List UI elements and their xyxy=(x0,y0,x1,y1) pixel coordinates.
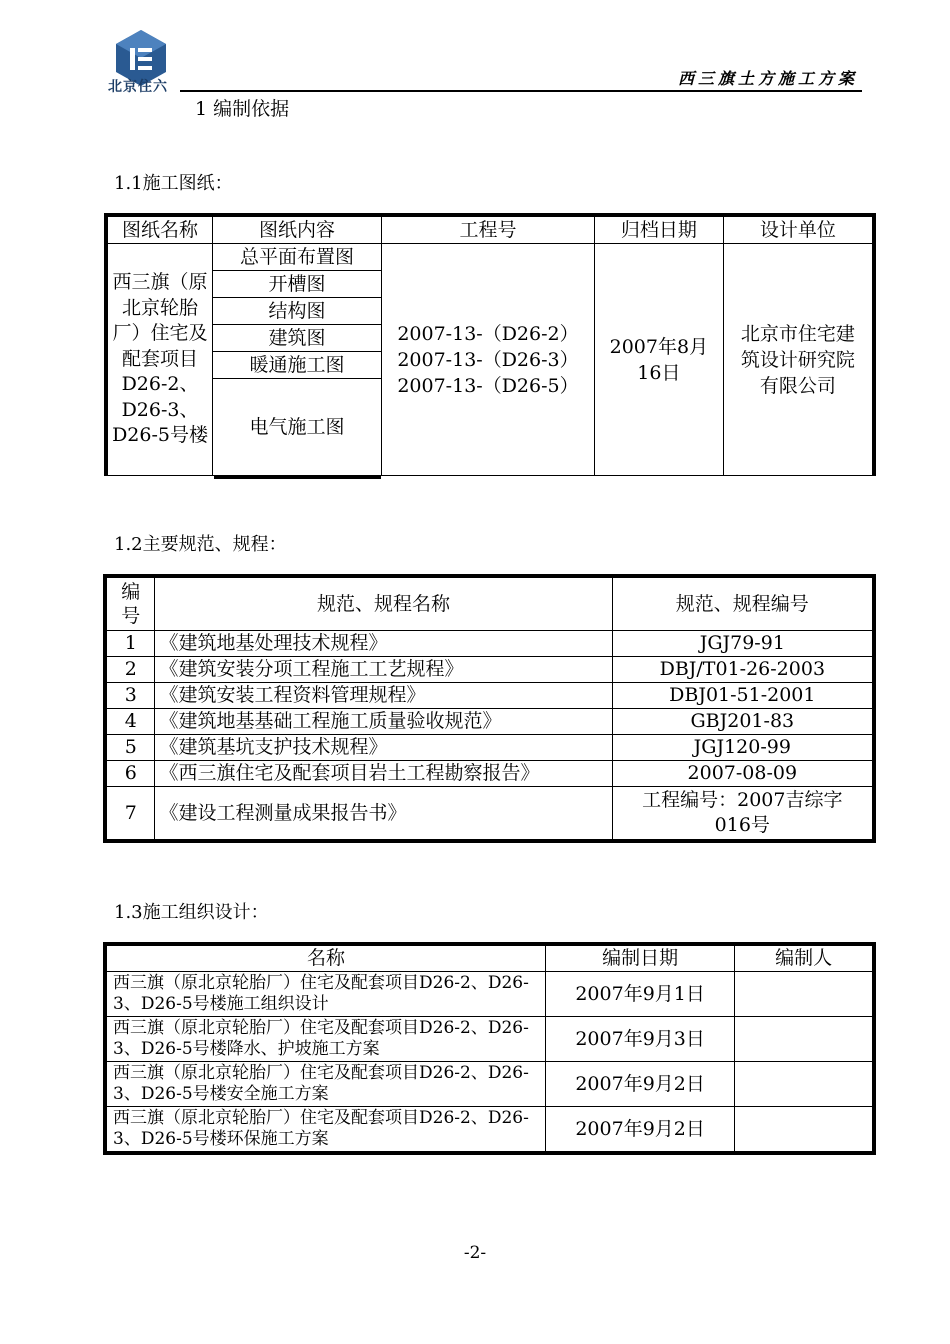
column-header: 编号 xyxy=(105,576,155,631)
drawing-content-cell: 总平面布置图 xyxy=(213,244,382,271)
header-divider xyxy=(180,90,862,92)
drawings-table xyxy=(104,213,876,476)
table-row xyxy=(105,1107,874,1154)
table-row xyxy=(105,631,874,657)
column-header: 工程号 xyxy=(381,215,594,244)
column-header: 图纸名称 xyxy=(106,215,213,244)
plan-name: 西三旗（原北京轮胎厂）住宅及配套项目D26-2、D26-3、D26-5号楼环保施工方案 xyxy=(105,1107,546,1154)
plan-author xyxy=(735,1017,874,1062)
column-header: 设计单位 xyxy=(723,215,874,244)
plan-date: 2007年9月3日 xyxy=(546,1017,735,1062)
table-header-row xyxy=(105,576,874,631)
section-heading: 1 编制依据 xyxy=(195,98,290,120)
page-number: -2- xyxy=(463,1243,487,1263)
plan-date: 2007年9月1日 xyxy=(546,972,735,1017)
table-row xyxy=(105,1017,874,1062)
column-header: 图纸内容 xyxy=(213,215,382,244)
plan-name: 西三旗（原北京轮胎厂）住宅及配套项目D26-2、D26-3、D26-5号楼施工组织设计 xyxy=(105,972,546,1017)
table-row xyxy=(105,1062,874,1107)
standard-code: DBJ01-51-2001 xyxy=(612,683,874,709)
project-number: 2007-13-（D26-5） xyxy=(397,374,579,397)
table-row xyxy=(105,709,874,735)
project-number: 2007-13-（D26-2） xyxy=(397,322,579,345)
plan-name: 西三旗（原北京轮胎厂）住宅及配套项目D26-2、D26-3、D26-5号楼安全施工方案 xyxy=(105,1062,546,1107)
plan-date: 2007年9月2日 xyxy=(546,1107,735,1154)
project-number-cell xyxy=(381,244,594,476)
standard-code: JGJ120-99 xyxy=(612,735,874,761)
project-number: 2007-13-（D26-3） xyxy=(397,348,579,371)
table-row xyxy=(105,787,874,842)
column-header: 归档日期 xyxy=(595,215,724,244)
archive-date-cell: 2007年8月16日 xyxy=(595,244,724,476)
table-row xyxy=(105,972,874,1017)
table-row xyxy=(105,657,874,683)
design-unit-cell: 北京市住宅建筑设计研究院有限公司 xyxy=(723,244,874,476)
standard-code: GBJ201-83 xyxy=(612,709,874,735)
drawing-content-cell: 结构图 xyxy=(213,298,382,325)
standard-name: 《建筑基坑支护技术规程》 xyxy=(155,735,612,761)
logo-text: 北京住六 xyxy=(108,79,168,95)
drawing-content-cell: 开槽图 xyxy=(213,271,382,298)
row-number: 3 xyxy=(105,683,155,709)
table-header-row xyxy=(106,215,874,244)
table-header-row xyxy=(105,944,874,972)
plan-name: 西三旗（原北京轮胎厂）住宅及配套项目D26-2、D26-3、D26-5号楼降水、护坡施工方案 xyxy=(105,1017,546,1062)
document-title: 西三旗土方施工方案 xyxy=(677,69,858,88)
standard-name: 《建筑地基基础工程施工质量验收规范》 xyxy=(155,709,612,735)
plan-date: 2007年9月2日 xyxy=(546,1062,735,1107)
column-header: 名称 xyxy=(105,944,546,972)
row-number: 6 xyxy=(105,761,155,787)
table-row xyxy=(105,683,874,709)
subsection-heading-standards: 1.2主要规范、规程： xyxy=(114,534,287,555)
table-bottom-rule xyxy=(214,475,381,479)
plan-author xyxy=(735,1062,874,1107)
table-row xyxy=(106,244,874,271)
standard-code: 2007-08-09 xyxy=(612,761,874,787)
row-number: 2 xyxy=(105,657,155,683)
plan-author xyxy=(735,1107,874,1154)
table-row xyxy=(105,761,874,787)
standard-name: 《建筑安装分项工程施工工艺规程》 xyxy=(155,657,612,683)
drawing-content-cell: 暖通施工图 xyxy=(213,352,382,379)
project-name-cell: 西三旗（原北京轮胎厂）住宅及配套项目D26-2、D26-3、D26-5号楼 xyxy=(106,244,213,476)
construction-design-table xyxy=(103,942,876,1155)
column-header: 规范、规程名称 xyxy=(155,576,612,631)
standard-name: 《建设工程测量成果报告书》 xyxy=(155,787,612,842)
row-number: 4 xyxy=(105,709,155,735)
row-number: 5 xyxy=(105,735,155,761)
column-header: 规范、规程编号 xyxy=(612,576,874,631)
column-header: 编制人 xyxy=(735,944,874,972)
row-number: 1 xyxy=(105,631,155,657)
standard-code: DBJ/T01-26-2003 xyxy=(612,657,874,683)
standards-table xyxy=(103,574,876,843)
subsection-heading-drawings: 1.1施工图纸： xyxy=(114,173,233,194)
drawing-content-cell: 建筑图 xyxy=(213,325,382,352)
table-row xyxy=(105,735,874,761)
drawing-content-cell: 电气施工图 xyxy=(213,379,382,476)
standard-name: 《西三旗住宅及配套项目岩土工程勘察报告》 xyxy=(155,761,612,787)
standard-code: 工程编号：2007吉综字016号 xyxy=(612,787,874,842)
standard-code: JGJ79-91 xyxy=(612,631,874,657)
standard-name: 《建筑地基处理技术规程》 xyxy=(155,631,612,657)
row-number: 7 xyxy=(105,787,155,842)
subsection-heading-construction-design: 1.3施工组织设计： xyxy=(114,902,269,923)
plan-author xyxy=(735,972,874,1017)
column-header: 编制日期 xyxy=(546,944,735,972)
standard-name: 《建筑安装工程资料管理规程》 xyxy=(155,683,612,709)
